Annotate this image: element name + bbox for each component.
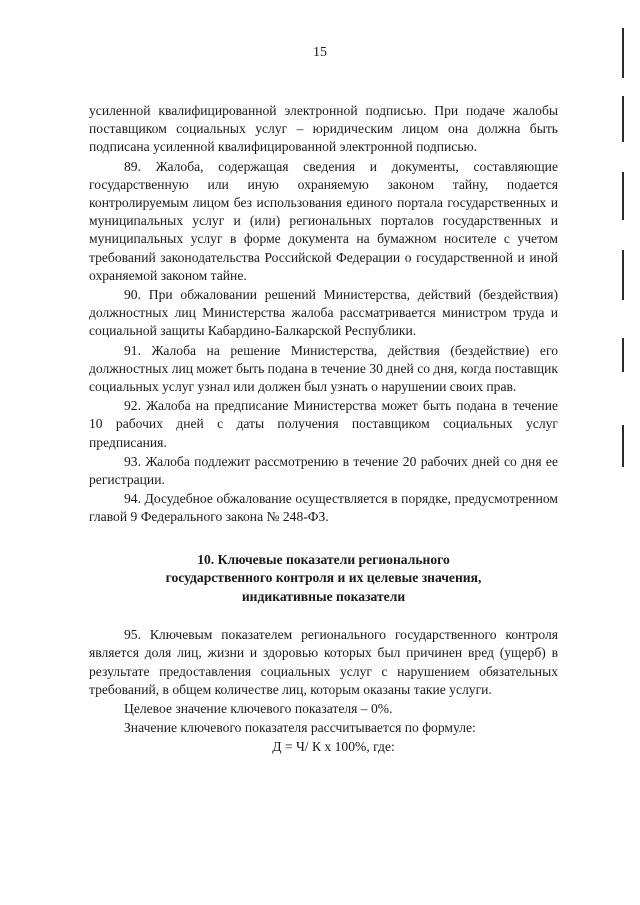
paragraph-target-value: Целевое значение ключевого показателя – 0%.	[124, 700, 393, 716]
paragraph-93: 93. Жалоба подлежит рассмотрению в течение 20 рабочих дней со дня ее регистрации.	[89, 453, 558, 488]
paragraph-formula-intro: Значение ключевого показателя рассчитывается по формуле:	[124, 720, 476, 736]
paragraph-92: 92. Жалоба на предписание Министерства может быть подана в течение 10 рабочих дней с даты получения поставщиком социальных услуг предписания.	[89, 398, 558, 450]
scan-margin-mark	[622, 425, 624, 467]
paragraph-91: 91. Жалоба на решение Министерства, действия (бездействие) его должностных лиц может быть подана в течение 30 дней со дня, когда поставщик социальных услуг узнал или должен был узнать о нарушении своих прав.	[89, 342, 558, 395]
paragraph-continuation: усиленной квалифицированной электронной подписью. При подаче жалобы поставщиком социальных услуг – юридическим лицом она должна быть подписана усиленной квалифицированной электронной подписью.	[89, 103, 558, 155]
page-number: 15	[313, 45, 327, 60]
section-heading-line-2: государственного контроля и их целевые значения,	[165, 570, 482, 586]
paragraph-89: 89. Жалоба, содержащая сведения и документы, составляющие государственную или иную охраняемую законом тайну, подается контролируемым лицом без использования единого портала государственных и муниципальных услуг и (или) региональных порталов государственных и муниципальных услуг в форме документа на бумажном носителе с учетом требований законодательства Российской Федерации о государственной и иной охраняемой законом тайне.	[89, 158, 558, 283]
scan-margin-mark	[622, 338, 624, 372]
section-heading-line-3: индикативные показатели	[241, 588, 406, 604]
scan-margin-mark	[622, 172, 624, 220]
scan-margin-mark	[622, 96, 624, 142]
scan-margin-mark	[622, 250, 624, 300]
section-heading-line-1: 10. Ключевые показатели регионального	[197, 551, 450, 567]
section-heading	[89, 551, 558, 607]
scan-margin-mark	[622, 28, 624, 78]
formula: Д = Ч/ К х 100%, где:	[272, 739, 395, 755]
document-body	[89, 102, 558, 757]
paragraph-95: 95. Ключевым показателем регионального государственного контроля является доля лиц, жизни и здоровью которых был причинен вред (ущерб) в результате предоставления социальных услуг с нарушением обязательных требований, в общем количестве лиц, которым оказаны такие услуги.	[89, 627, 558, 697]
paragraph-94: 94. Досудебное обжалование осуществляется в порядке, предусмотренном главой 9 Федерального закона № 248-ФЗ.	[89, 491, 558, 525]
paragraph-90: 90. При обжаловании решений Министерства, действий (бездействия) должностных лиц Министерства жалоба рассматривается министром труда и социальной защиты Кабардино-Балкарской Республики.	[89, 287, 558, 339]
